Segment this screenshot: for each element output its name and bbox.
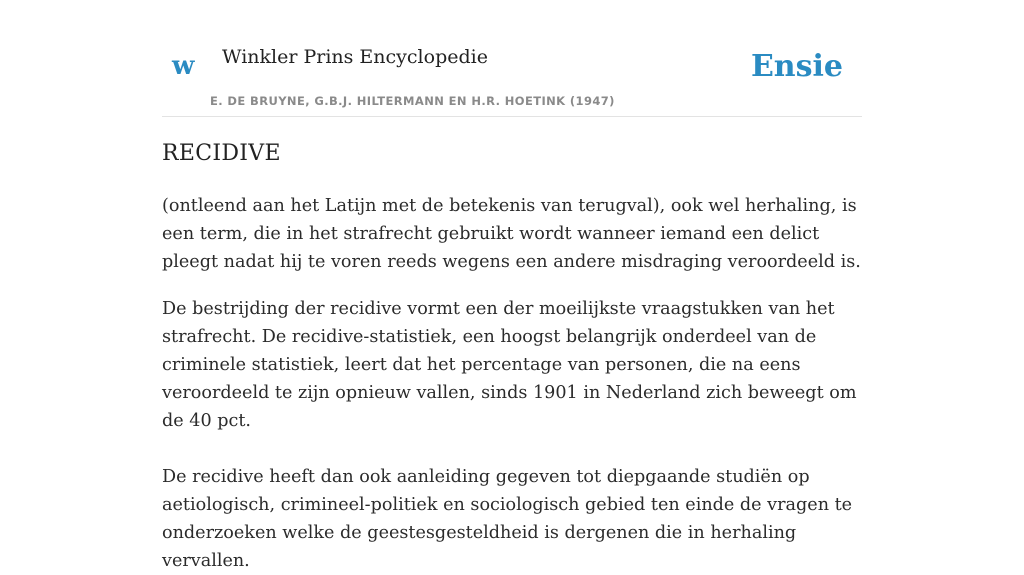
article-paragraph-1: (ontleend aan het Latijn met de betekenis van terugval), ook wel herhaling, is een term, die in het strafrecht gebruikt wordt wanneer iemand een delict pleegt nadat hij te voren reeds wegens een andere misdraging veroordeeld is.: [162, 196, 861, 272]
site-title[interactable]: Winkler Prins Encyclopedie: [222, 46, 488, 68]
header: [162, 0, 862, 117]
ensie-brand-link[interactable]: Ensie: [750, 49, 843, 84]
article-paragraph-2: De bestrijding der recidive vormt een der moeilijkste vraagstukken van het strafrecht. De recidive-statistiek, een hoogst belangrijk onderdeel van de criminele statistiek, leert dat het percentage van personen, die na eens veroordeeld te zijn opnieuw vallen, sinds 1901 in Nederland zich beweegt om de 40 pct.: [162, 299, 857, 431]
authors-line: E. DE BRUYNE, G.B.J. HILTERMANN EN H.R. HOETINK (1947): [210, 94, 615, 108]
page: [162, 0, 862, 571]
article-headword: RECIDIVE: [162, 141, 281, 166]
winkler-prins-logo[interactable]: w: [172, 51, 195, 81]
article-paragraph-3: De recidive heeft dan ook aanleiding gegeven tot diepgaande studiën op aetiologisch, crimineel-politiek en sociologisch gebied ten einde de vragen te onderzoeken welke de geestesgesteldheid is dergenen die in herhaling vervallen.: [162, 467, 853, 571]
article-body: [162, 192, 862, 575]
